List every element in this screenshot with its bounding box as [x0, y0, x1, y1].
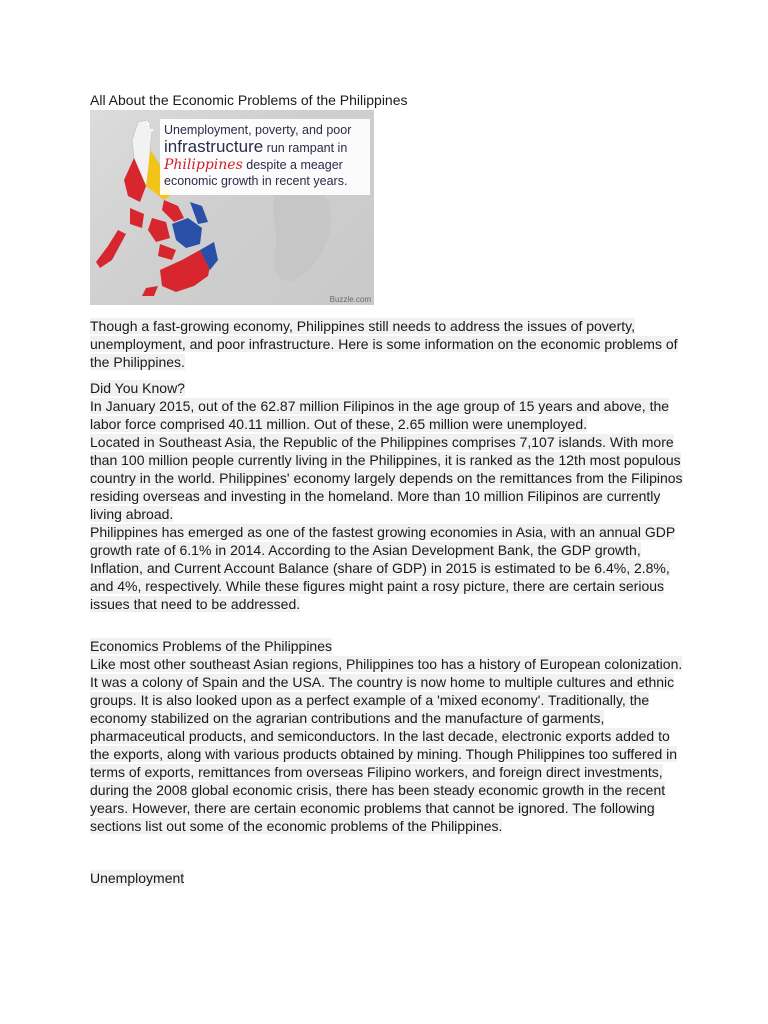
caption-line-2 — [164, 137, 347, 157]
caption-emphasis: infrastructure — [164, 137, 264, 156]
caption-script-word: Philippines — [164, 157, 243, 173]
economic-problems-section — [90, 637, 690, 835]
did-you-know-paragraph: In January 2015, out of the 62.87 million Filipinos in the age group of 15 years and above, the labor force comprised 40.11 million. Out of these, 2.65 million were unemployed. — [90, 398, 670, 432]
did-you-know-section — [90, 379, 690, 613]
intro-paragraph: Though a fast-growing economy, Philippines still needs to address the issues of poverty, unemployment, and poor infrastructure. Here is some information on the economic problems of the Philippines. — [90, 318, 678, 370]
did-you-know-heading: Did You Know? — [90, 380, 185, 396]
caption-line-1: Unemployment, poverty, and poor — [164, 123, 352, 137]
economic-problems-paragraph: Like most other southeast Asian regions, Philippines too has a history of European colonization. It was a colony of Spain and the USA. The country is now home to multiple cultures and ethnic groups. It is also looked upon as a perfect example of a 'mixed economy'. Traditionally, the economy stabilized on the agrarian contributions and the manufacture of garments, pharmaceutical products, and semiconductors. In the last decade, electronic exports added to the exports, along with various products obtained by mining. Though Philippines too suffered in terms of exports, remittances from overseas Filipino workers, and foreign direct investments, during the 2008 global economic crisis, there has been steady economic growth in the recent years. However, there are certain economic problems that cannot be ignored. The following sections list out some of the economic problems of the Philippines. — [90, 656, 683, 834]
caption-line-3-rest: despite a meager — [242, 158, 343, 172]
caption-line-2-rest: run rampant in — [263, 141, 348, 155]
did-you-know-paragraph: Philippines has emerged as one of the fastest growing economies in Asia, with an annual GDP growth rate of 6.1% in 2014. According to the Asian Development Bank, the GDP growth, Inflation, and Current Account Balance (share of GDP) in 2015 is estimated to be 6.4%, 2.8%, and 4%, respectively. While these figures might paint a rosy picture, there are certain serious issues that need to be addressed. — [90, 524, 676, 612]
philippines-map-image — [90, 110, 374, 305]
caption-line-4: economic growth in recent years. — [164, 174, 348, 188]
unemployment-heading: Unemployment — [90, 870, 185, 886]
page-title: All About the Economic Problems of the Philippines — [90, 92, 408, 108]
caption-line-3 — [164, 157, 343, 173]
did-you-know-paragraph: Located in Southeast Asia, the Republic of the Philippines comprises 7,107 islands. With more than 100 million people currently living in the Philippines, it is ranked as the 12th most populous country in the world. Philippines' economy largely depends on the remittances from the Filipinos residing overseas and investing in the homeland. More than 10 million Filipinos are currently living abroad. — [90, 434, 683, 522]
image-watermark: Buzzle.com — [329, 295, 371, 304]
figure-caption-box — [160, 119, 370, 195]
economic-problems-heading: Economics Problems of the Philippines — [90, 638, 333, 654]
